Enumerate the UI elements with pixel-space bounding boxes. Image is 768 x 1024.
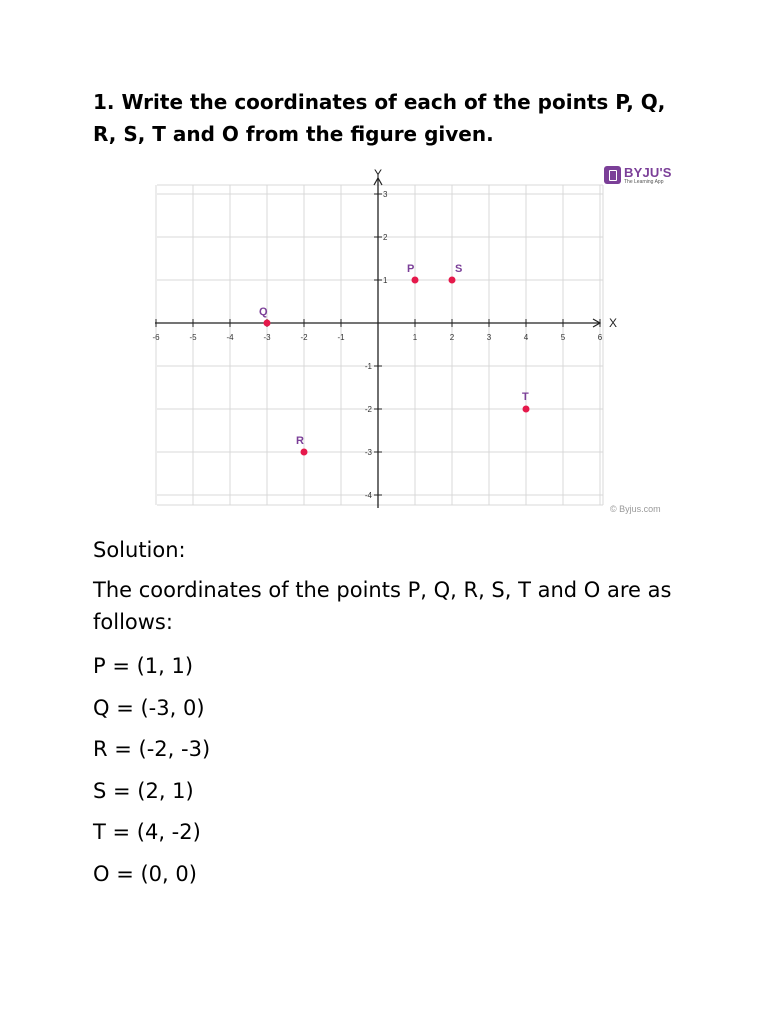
x-tick-label: 3 xyxy=(486,333,492,342)
x-tick-label: -2 xyxy=(300,333,308,342)
y-tick-label: -1 xyxy=(364,362,372,371)
data-point xyxy=(264,320,271,327)
y-tick-label: -2 xyxy=(364,405,372,414)
data-point xyxy=(301,449,308,456)
solution-heading: Solution: xyxy=(93,538,186,562)
y-tick-label: -3 xyxy=(364,448,372,457)
answer-line: P = (1, 1) xyxy=(93,654,194,678)
byjus-logo xyxy=(604,166,680,188)
question-text: 1. Write the coordinates of each of the points P, Q, R, S, T and O from the figure given. xyxy=(93,90,666,146)
logo-name: BYJU'S xyxy=(624,165,672,180)
x-tick-label: 4 xyxy=(523,333,529,342)
tablet-icon xyxy=(604,166,621,184)
y-tick-label: -4 xyxy=(364,491,372,500)
x-tick-label: 6 xyxy=(597,333,603,342)
point-label: P xyxy=(407,263,415,275)
x-tick-label: 5 xyxy=(560,333,566,342)
point-label: Q xyxy=(259,306,268,318)
y-tick-label: 2 xyxy=(383,233,388,242)
x-tick-label: -6 xyxy=(152,333,160,342)
data-point xyxy=(523,406,530,413)
x-tick-label: -5 xyxy=(189,333,197,342)
x-axis-label: X xyxy=(609,316,618,330)
y-axis-label: Y xyxy=(374,167,383,181)
answer-line: R = (-2, -3) xyxy=(93,737,211,761)
x-tick-label: -3 xyxy=(263,333,271,342)
data-point xyxy=(449,277,456,284)
y-tick-label: 3 xyxy=(383,190,388,199)
answer-line: O = (0, 0) xyxy=(93,861,197,886)
point-label: S xyxy=(455,263,463,275)
solution-intro: The coordinates of the points P, Q, R, S, T and O are as follows: xyxy=(93,578,672,634)
x-tick-label: 2 xyxy=(449,333,455,342)
point-label: R xyxy=(296,435,304,447)
coordinate-plot xyxy=(140,160,680,520)
answer-line: S = (2, 1) xyxy=(93,778,194,803)
image-credit: © Byjus.com xyxy=(610,504,661,514)
data-point xyxy=(412,277,419,284)
answer-line: Q = (-3, 0) xyxy=(93,695,205,720)
x-tick-label: -4 xyxy=(226,333,234,342)
point-label: T xyxy=(522,391,529,403)
logo-tagline: The Learning App xyxy=(624,179,664,185)
x-tick-label: -1 xyxy=(337,333,345,342)
y-tick-label: 1 xyxy=(383,276,388,285)
x-tick-label: 1 xyxy=(412,333,418,342)
coordinate-figure xyxy=(140,160,680,520)
answer-line: T = (4, -2) xyxy=(93,820,201,844)
